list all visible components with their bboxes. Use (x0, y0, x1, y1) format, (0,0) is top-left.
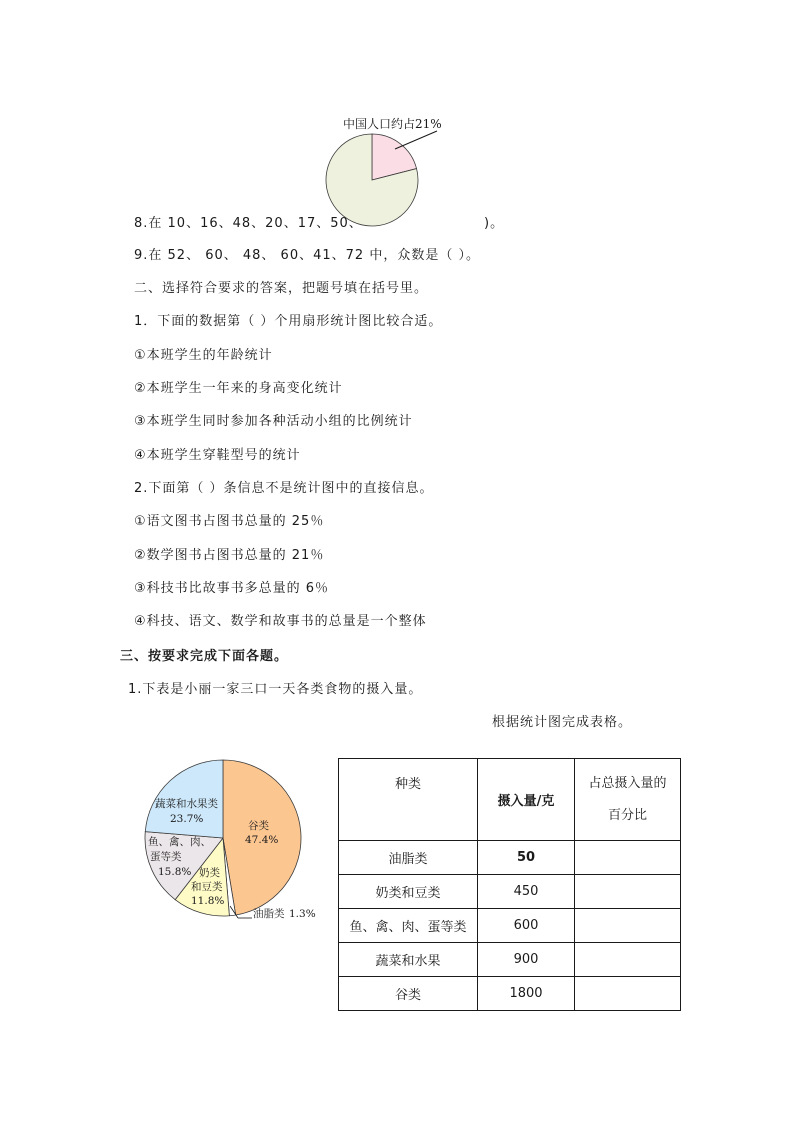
slice-label-grain: 谷类 (248, 820, 269, 832)
slice-value-meat: 15.8% (158, 866, 192, 878)
cell-kind: 谷类 (339, 977, 478, 1011)
cell-amount: 50 (478, 841, 575, 875)
table-row (339, 875, 681, 909)
slice-label-vegetable: 蔬菜和水果类 (155, 798, 218, 810)
cell-percent-blank[interactable] (575, 943, 681, 977)
cell-kind: 蔬菜和水果 (339, 943, 478, 977)
table-row (339, 943, 681, 977)
cell-amount: 450 (478, 875, 575, 909)
s2-q2-option: ①语文图书占图书总量的 25％ (134, 514, 325, 529)
cell-kind: 油脂类 (339, 841, 478, 875)
s2-q1-option: ②本班学生一年来的身高变化统计 (134, 381, 343, 396)
cell-amount: 900 (478, 943, 575, 977)
cell-percent-blank[interactable] (575, 977, 681, 1011)
table-row (339, 841, 681, 875)
s2-q2-option: ②数学图书占图书总量的 21％ (134, 548, 325, 563)
question-8: 8.在 10、16、48、20、17、50、 (134, 216, 363, 231)
s2-q1-stem: 1．下面的数据第（ ）个用扇形统计图比较合适。 (134, 314, 443, 329)
cell-kind: 奶类和豆类 (339, 875, 478, 909)
s2-q1-option: ①本班学生的年龄统计 (134, 348, 273, 363)
question-8-end: )。 (484, 216, 505, 231)
cell-percent-blank[interactable] (575, 909, 681, 943)
header-amount: 摄入量/克 (478, 759, 575, 841)
header-percent-line2: 百分比 (607, 807, 647, 823)
cell-amount: 1800 (478, 977, 575, 1011)
s2-q1-option: ④本班学生穿鞋型号的统计 (134, 448, 301, 463)
s2-q2-option: ④科技、语文、数学和故事书的总量是一个整体 (134, 614, 427, 629)
question-9: 9.在 52、 60、 48、 60、41、72 中，众数是（ ）。 (134, 248, 480, 263)
header-percent-line1: 占总摄入量的 (588, 775, 667, 791)
header-percent (575, 759, 681, 841)
slice-label-meat-1: 鱼、禽、肉、 (148, 836, 211, 848)
slice-label-meat-2: 蛋等类 (150, 851, 182, 863)
slice-value-grain: 47.4% (245, 834, 279, 846)
slice-label-oil: 油脂类 (253, 908, 285, 920)
section-2-title: 二、选择符合要求的答案，把题号填在括号里。 (134, 281, 429, 296)
cell-percent-blank[interactable] (575, 841, 681, 875)
s2-q1-option: ③本班学生同时参加各种活动小组的比例统计 (134, 414, 413, 429)
section-3-title: 三、按要求完成下面各题。 (120, 649, 289, 664)
slice-label-dairy-1: 奶类 (199, 867, 220, 879)
table-row (339, 909, 681, 943)
table-row (339, 977, 681, 1011)
slice-value-dairy: 11.8% (191, 895, 225, 907)
slice-value-oil: 1.3% (289, 908, 316, 920)
s2-q2-option: ③科技书比故事书多总量的 6％ (134, 581, 330, 596)
food-intake-table (338, 758, 681, 1011)
cell-amount: 600 (478, 909, 575, 943)
cell-kind: 鱼、禽、肉、蛋等类 (339, 909, 478, 943)
population-callout-label: 中国人口约占21% (343, 117, 442, 131)
s2-q2-stem: 2.下面第（ ）条信息不是统计图中的直接信息。 (134, 481, 434, 496)
cell-percent-blank[interactable] (575, 875, 681, 909)
slice-value-vegetable: 23.7% (170, 813, 204, 825)
s3-instruction: 根据统计图完成表格。 (492, 715, 633, 730)
header-kind: 种类 (339, 759, 478, 841)
slice-label-dairy-2: 和豆类 (191, 881, 223, 893)
s3-q1-intro: 1.下表是小丽一家三口一天各类食物的摄入量。 (128, 682, 423, 697)
